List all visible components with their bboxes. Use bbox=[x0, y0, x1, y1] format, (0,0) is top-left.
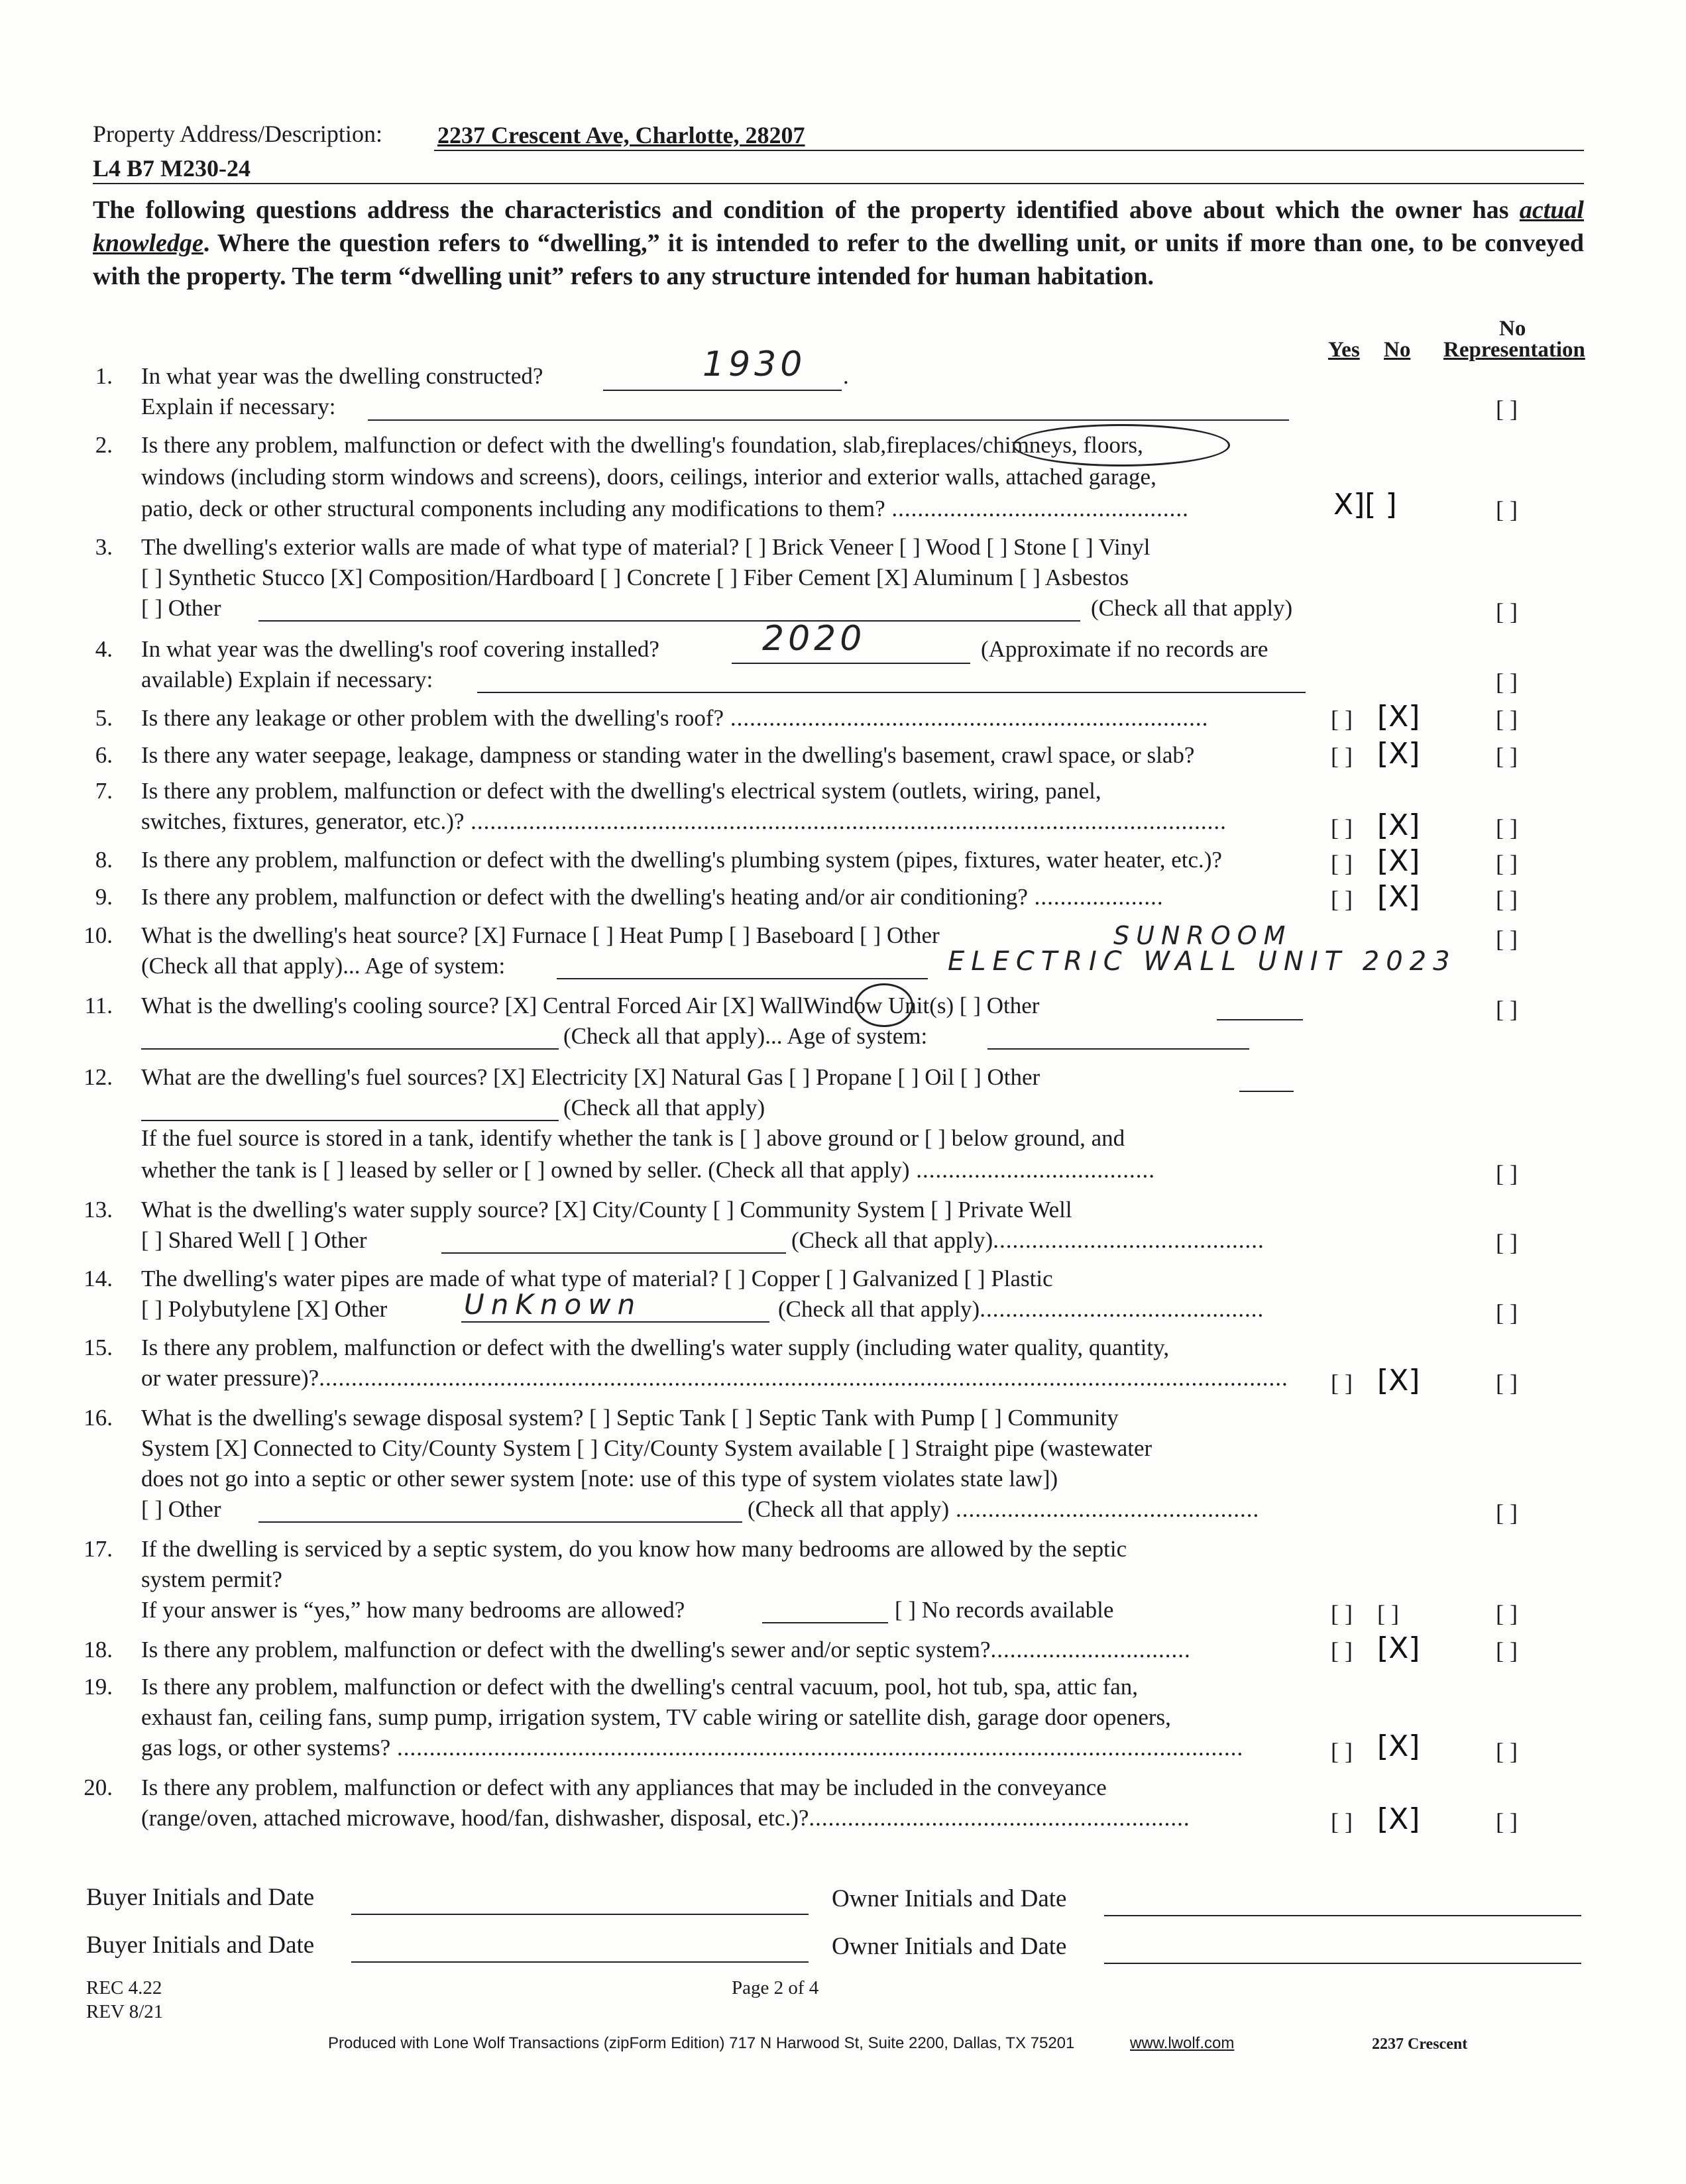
q7-no-rep-box[interactable]: [ ] bbox=[1496, 814, 1518, 841]
q18-text: Is there any problem, malfunction or defect with the dwelling's sewer and/or septic system?............................... bbox=[141, 1637, 1191, 1663]
q19-text-line2: exhaust fan, ceiling fans, sump pump, irrigation system, TV cable wiring or satellite dish, garage door openers, bbox=[141, 1704, 1171, 1730]
owner-initials-label-1: Owner Initials and Date bbox=[832, 1885, 1067, 1912]
q9-no-box-checked[interactable]: [X] bbox=[1377, 880, 1420, 914]
q17-number: 17. bbox=[84, 1536, 113, 1562]
q4-answer[interactable]: 2020 bbox=[762, 619, 866, 659]
q14-check-all: (Check all that apply)............................................ bbox=[778, 1296, 1264, 1322]
actual-knowledge-emphasis: actual knowledge bbox=[93, 196, 1584, 257]
q10-text-line1: What is the dwelling's heat source? [X] Furnace [ ] Heat Pump [ ] Baseboard [ ] Other bbox=[141, 922, 940, 948]
q13-number: 13. bbox=[84, 1197, 113, 1223]
q4-number: 4. bbox=[95, 636, 113, 662]
q10-no-rep-box[interactable]: [ ] bbox=[1496, 926, 1518, 952]
q17-text-line1: If the dwelling is serviced by a septic system, do you know how many bedrooms are allowed by the septic bbox=[141, 1536, 1127, 1562]
q2-circled-fireplaces: fireplaces/chimneys bbox=[886, 432, 1072, 458]
q1-answer-line bbox=[603, 390, 842, 391]
col-header-no-line1: No bbox=[1499, 317, 1526, 341]
q18-no-rep-box[interactable]: [ ] bbox=[1496, 1637, 1518, 1664]
q5-no-box-checked[interactable]: [X] bbox=[1377, 700, 1420, 734]
q17-no-rep-box[interactable]: [ ] bbox=[1496, 1600, 1518, 1627]
buyer-initials-line-2[interactable] bbox=[351, 1961, 809, 1963]
q16-number: 16. bbox=[84, 1405, 113, 1431]
q2-no-rep-box[interactable]: [ ] bbox=[1496, 496, 1518, 523]
q5-number: 5. bbox=[95, 705, 113, 731]
q15-number: 15. bbox=[84, 1335, 113, 1360]
q15-no-box-checked[interactable]: [X] bbox=[1377, 1364, 1420, 1397]
q4-approximate: (Approximate if no records are bbox=[981, 636, 1268, 662]
q20-number: 20. bbox=[84, 1774, 113, 1800]
q2-number: 2. bbox=[95, 432, 113, 458]
q13-other-line[interactable] bbox=[441, 1252, 786, 1254]
q3-check-all: (Check all that apply) bbox=[1091, 595, 1293, 621]
q3-other-line[interactable] bbox=[258, 620, 1080, 622]
q10-number: 10. bbox=[84, 922, 113, 948]
q2-text-line2: windows (including storm windows and screens), doors, ceilings, interior and exterior walls, attached garage, bbox=[141, 464, 1156, 490]
q1-answer[interactable]: 1930 bbox=[702, 345, 807, 384]
q2-text-line3: patio, deck or other structural components including any modifications to them? .............................................. bbox=[141, 496, 1189, 521]
q11-circle-annotation bbox=[855, 983, 913, 1027]
intro-paragraph: The following questions address the characteristics and condition of the property identified above about which the owner has actual knowledge. Where the question refers to “dwelling,” it is intended to refer to the dwelling unit, or units if more than one, to be conveyed with the property. The term “dwelling unit” refers to any structure intended for human habitation. bbox=[93, 196, 1584, 290]
q20-yes-box[interactable]: [ ] bbox=[1331, 1808, 1353, 1835]
q11-text-line1: What is the dwelling's cooling source? [X] Central Forced Air [X] WallWindow Unit(s) [ ] Other bbox=[141, 993, 1040, 1018]
q15-yes-box[interactable]: [ ] bbox=[1331, 1370, 1353, 1396]
q19-yes-box[interactable]: [ ] bbox=[1331, 1738, 1353, 1765]
q9-yes-box[interactable]: [ ] bbox=[1331, 886, 1353, 912]
website-link[interactable]: www.lwolf.com bbox=[1130, 2034, 1235, 2052]
q14-other-answer[interactable]: UnKnown bbox=[464, 1288, 642, 1321]
q8-no-rep-box[interactable]: [ ] bbox=[1496, 850, 1518, 877]
q20-text-line2: (range/oven, attached microwave, hood/fan, dishwasher, disposal, etc.)?........................................................... bbox=[141, 1805, 1190, 1831]
q4-text-line2: available) Explain if necessary: bbox=[141, 667, 433, 692]
q12-line2-blank[interactable] bbox=[141, 1120, 559, 1121]
q16-text-line2: System [X] Connected to City/County System [ ] City/County System available [ ] Straight pipe (wastewater bbox=[141, 1435, 1152, 1461]
page-number: Page 2 of 4 bbox=[732, 1977, 819, 1998]
form-revision: REV 8/21 bbox=[86, 2001, 164, 2022]
q10-other-answer[interactable]: SUNROOM bbox=[1113, 921, 1292, 950]
q19-no-box-checked[interactable]: [X] bbox=[1377, 1729, 1420, 1763]
q8-number: 8. bbox=[95, 847, 113, 873]
q20-no-rep-box[interactable]: [ ] bbox=[1496, 1808, 1518, 1835]
q11-no-rep-box[interactable]: [ ] bbox=[1496, 996, 1518, 1022]
col-header-yes: Yes bbox=[1328, 338, 1360, 362]
q4-answer-line bbox=[732, 663, 970, 664]
q16-other-label: [ ] Other bbox=[141, 1496, 221, 1522]
q6-no-box-checked[interactable]: [X] bbox=[1377, 737, 1420, 771]
q16-other-line[interactable] bbox=[258, 1521, 742, 1523]
property-address-value[interactable]: 2237 Crescent Ave, Charlotte, 28207 bbox=[437, 122, 805, 148]
q5-text: Is there any leakage or other problem with the dwelling's roof? .......................................................................... bbox=[141, 705, 1209, 731]
q17-bedrooms-line[interactable] bbox=[762, 1622, 888, 1623]
q1-no-rep-box[interactable]: [ ] bbox=[1496, 396, 1518, 422]
q1-text: In what year was the dwelling constructed? bbox=[141, 363, 543, 389]
q19-text-line3: gas logs, or other systems? ................................................................................................................................... bbox=[141, 1735, 1244, 1761]
q11-number: 11. bbox=[84, 993, 113, 1018]
q18-number: 18. bbox=[84, 1637, 113, 1663]
q7-number: 7. bbox=[95, 778, 113, 804]
q2-yes-box-checked[interactable]: X][ ] bbox=[1333, 488, 1397, 521]
legal-description[interactable]: L4 B7 M230-24 bbox=[93, 155, 251, 182]
q1-explain-label: Explain if necessary: bbox=[141, 394, 336, 419]
buyer-initials-line-1[interactable] bbox=[351, 1914, 809, 1915]
q18-yes-box[interactable]: [ ] bbox=[1331, 1637, 1353, 1664]
q12-number: 12. bbox=[84, 1064, 113, 1090]
owner-initials-line-1[interactable] bbox=[1104, 1915, 1581, 1916]
q17-text-line2: system permit? bbox=[141, 1566, 282, 1592]
q16-text-line3: does not go into a septic or other sewer system [note: use of this type of system violates state law]) bbox=[141, 1466, 1058, 1492]
q3-no-rep-box[interactable]: [ ] bbox=[1496, 598, 1518, 625]
q17-no-box[interactable]: [ ] bbox=[1377, 1600, 1399, 1627]
q7-text-line2: switches, fixtures, generator, etc.)? ..................................................................................................................... bbox=[141, 808, 1227, 834]
q19-number: 19. bbox=[84, 1674, 113, 1700]
q12-text-line2: (Check all that apply) bbox=[563, 1095, 765, 1120]
q12-text-line1: What are the dwelling's fuel sources? [X] Electricity [X] Natural Gas [ ] Propane [ ] Oil [ ] Other bbox=[141, 1064, 1040, 1090]
q12-text-line3: If the fuel source is stored in a tank, identify whether the tank is [ ] above ground or [ ] below ground, and bbox=[141, 1125, 1125, 1151]
q10-text-line2: (Check all that apply)... Age of system: bbox=[141, 953, 506, 979]
q1-number: 1. bbox=[95, 363, 113, 389]
owner-initials-line-2[interactable] bbox=[1104, 1963, 1581, 1964]
q14-text-line2: [ ] Polybutylene [X] Other bbox=[141, 1296, 388, 1322]
buyer-initials-label-1: Buyer Initials and Date bbox=[86, 1884, 315, 1911]
q19-no-rep-box[interactable]: [ ] bbox=[1496, 1738, 1518, 1765]
q2-text-line1: Is there any problem, malfunction or defect with the dwelling's foundation, slab,fireplaces/chimneys, floors, bbox=[141, 432, 1143, 458]
q5-no-rep-box[interactable]: [ ] bbox=[1496, 706, 1518, 732]
q6-no-rep-box[interactable]: [ ] bbox=[1496, 743, 1518, 769]
q5-yes-box[interactable]: [ ] bbox=[1331, 706, 1353, 732]
q13-text-line2: [ ] Shared Well [ ] Other bbox=[141, 1227, 367, 1253]
q3-text-line1: The dwelling's exterior walls are made of what type of material? [ ] Brick Veneer [ ] Wood [ ] Stone [ ] Vinyl bbox=[141, 534, 1151, 560]
owner-initials-label-2: Owner Initials and Date bbox=[832, 1933, 1067, 1960]
q7-yes-box[interactable]: [ ] bbox=[1331, 814, 1353, 841]
q13-check-all: (Check all that apply).......................................... bbox=[791, 1227, 1264, 1253]
q8-no-box-checked[interactable]: [X] bbox=[1377, 844, 1420, 878]
q4-text-line1: In what year was the dwelling's roof covering installed? bbox=[141, 636, 659, 662]
q15-no-rep-box[interactable]: [ ] bbox=[1496, 1370, 1518, 1396]
q18-no-box-checked[interactable]: [X] bbox=[1377, 1631, 1420, 1665]
q15-text-line2: or water pressure)?...................................................................................................................................................... bbox=[141, 1365, 1288, 1391]
q12-no-rep-box[interactable]: [ ] bbox=[1496, 1160, 1518, 1187]
col-header-representation: Representation bbox=[1443, 338, 1585, 362]
q14-other-line bbox=[461, 1321, 769, 1323]
q3-text-line2: [ ] Synthetic Stucco [X] Composition/Hardboard [ ] Concrete [ ] Fiber Cement [X] Aluminum [ ] Asbestos bbox=[141, 565, 1129, 590]
q6-yes-box[interactable]: [ ] bbox=[1331, 743, 1353, 769]
q12-other-line[interactable] bbox=[1239, 1091, 1294, 1092]
q11-circled-wall: Wall bbox=[759, 993, 804, 1018]
q4-no-rep-box[interactable]: [ ] bbox=[1496, 669, 1518, 695]
q14-no-rep-box[interactable]: [ ] bbox=[1496, 1299, 1518, 1326]
q3-other-label: [ ] Other bbox=[141, 595, 221, 621]
q1-period: . bbox=[843, 363, 849, 389]
q3-number: 3. bbox=[95, 534, 113, 560]
q6-number: 6. bbox=[95, 742, 113, 768]
q20-no-box-checked[interactable]: [X] bbox=[1377, 1802, 1420, 1836]
q11-line2-blank[interactable] bbox=[141, 1048, 559, 1050]
q14-text-line1: The dwelling's water pipes are made of what type of material? [ ] Copper [ ] Galvanized [ ] Plastic bbox=[141, 1266, 1053, 1291]
q8-text: Is there any problem, malfunction or defect with the dwelling's plumbing system (pipes, fixtures, water heater, etc.)? bbox=[141, 847, 1222, 873]
q13-no-rep-box[interactable]: [ ] bbox=[1496, 1229, 1518, 1256]
q10-age-answer[interactable]: ELECTRIC WALL UNIT 2023 bbox=[948, 946, 1457, 977]
q9-number: 9. bbox=[95, 884, 113, 910]
col-header-no: No bbox=[1384, 338, 1411, 362]
q16-check-all: (Check all that apply) ............................................... bbox=[748, 1496, 1260, 1522]
q9-no-rep-box[interactable]: [ ] bbox=[1496, 886, 1518, 912]
address-underline bbox=[434, 150, 1584, 151]
q14-number: 14. bbox=[84, 1266, 113, 1291]
q16-no-rep-box[interactable]: [ ] bbox=[1496, 1500, 1518, 1526]
q7-text-line1: Is there any problem, malfunction or defect with the dwelling's electrical system (outlets, wiring, panel, bbox=[141, 778, 1101, 804]
q19-text-line1: Is there any problem, malfunction or defect with the dwelling's central vacuum, pool, hot tub, spa, attic fan, bbox=[141, 1674, 1139, 1700]
q11-other-line[interactable] bbox=[1217, 1019, 1303, 1020]
q7-no-box-checked[interactable]: [X] bbox=[1377, 808, 1420, 842]
legal-underline bbox=[93, 183, 1584, 184]
q20-text-line1: Is there any problem, malfunction or defect with any appliances that may be included in the conveyance bbox=[141, 1774, 1107, 1800]
form-code: REC 4.22 bbox=[86, 1977, 162, 1998]
q6-text: Is there any water seepage, leakage, dampness or standing water in the dwelling's basement, crawl space, or slab? bbox=[141, 742, 1195, 768]
q9-text: Is there any problem, malfunction or defect with the dwelling's heating and/or air conditioning? .................... bbox=[141, 884, 1164, 910]
q2-circle-annotation bbox=[1013, 424, 1230, 466]
produced-by: Produced with Lone Wolf Transactions (zipForm Edition) 717 N Harwood St, Suite 2200, Dallas, TX 75201 bbox=[328, 2034, 1075, 2052]
q15-text-line1: Is there any problem, malfunction or defect with the dwelling's water supply (including water quality, quantity, bbox=[141, 1335, 1170, 1360]
q16-text-line1: What is the dwelling's sewage disposal system? [ ] Septic Tank [ ] Septic Tank with Pump [ ] Community bbox=[141, 1405, 1119, 1431]
q17-no-records: [ ] No records available bbox=[895, 1597, 1114, 1623]
buyer-initials-label-2: Buyer Initials and Date bbox=[86, 1932, 315, 1959]
file-name: 2237 Crescent bbox=[1372, 2036, 1468, 2053]
q10-age-line bbox=[557, 978, 928, 979]
q12-text-line4: whether the tank is [ ] leased by seller or [ ] owned by seller. (Check all that apply) ..................................... bbox=[141, 1157, 1155, 1183]
q17-text-line3: If your answer is “yes,” how many bedrooms are allowed? bbox=[141, 1597, 685, 1623]
q1-explain-line[interactable] bbox=[368, 419, 1289, 421]
q8-yes-box[interactable]: [ ] bbox=[1331, 850, 1353, 877]
property-address-label: Property Address/Description: bbox=[93, 121, 382, 147]
q11-text-line2: (Check all that apply)... Age of system: bbox=[563, 1023, 928, 1049]
q11-age-line[interactable] bbox=[987, 1048, 1249, 1050]
q17-yes-box[interactable]: [ ] bbox=[1331, 1600, 1353, 1627]
q4-explain-line[interactable] bbox=[477, 692, 1306, 693]
q13-text-line1: What is the dwelling's water supply source? [X] City/County [ ] Community System [ ] Private Well bbox=[141, 1197, 1072, 1223]
